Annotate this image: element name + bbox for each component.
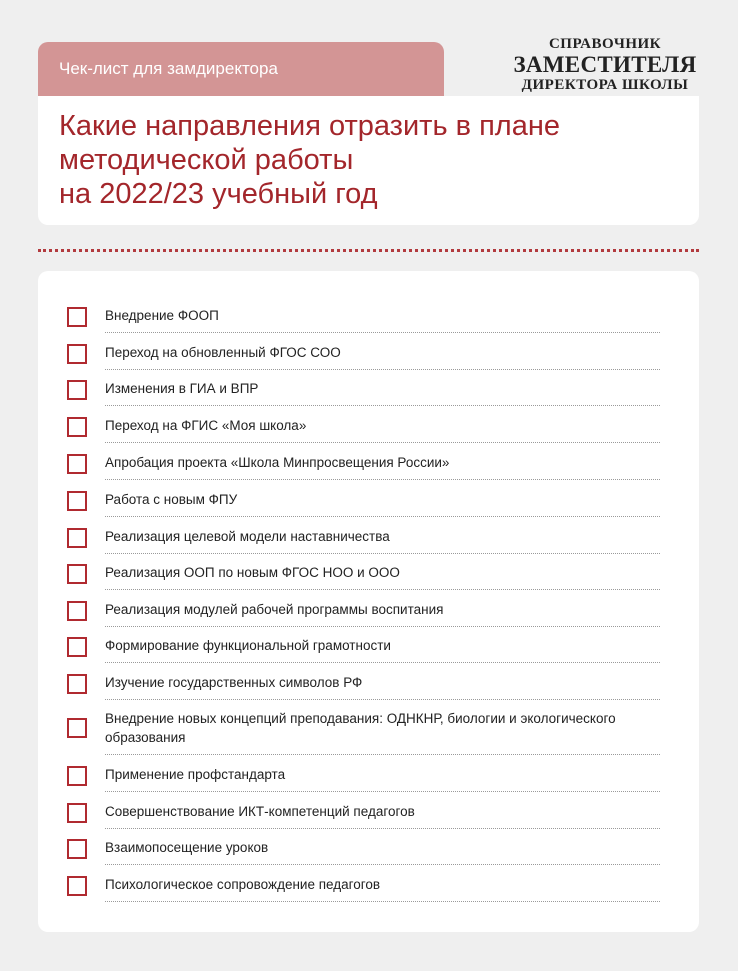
category-tag — [38, 42, 444, 96]
checkbox[interactable] — [67, 601, 87, 621]
checklist-card — [38, 271, 699, 932]
logo-line-3: ДИРЕКТОРА ШКОЛЫ — [521, 77, 689, 93]
checklist-item-label: Переход на ФГИС «Моя школа» — [105, 418, 307, 433]
checkbox[interactable] — [67, 307, 87, 327]
item-divider — [105, 864, 660, 865]
checkbox[interactable] — [67, 674, 87, 694]
item-divider — [105, 442, 660, 443]
checkbox[interactable] — [67, 637, 87, 657]
item-divider — [105, 754, 660, 755]
title-line-2: методической работы — [59, 144, 354, 176]
item-divider — [105, 626, 660, 627]
checkbox[interactable] — [67, 528, 87, 548]
checklist-item-label: Взаимопосещение уроков — [105, 840, 269, 855]
checkbox[interactable] — [67, 876, 87, 896]
checklist-item-label: Переход на обновленный ФГОС СОО — [105, 345, 341, 360]
item-divider — [105, 405, 660, 406]
item-divider — [105, 516, 660, 517]
checkbox[interactable] — [67, 839, 87, 859]
checkbox[interactable] — [67, 344, 87, 364]
item-divider — [105, 791, 660, 792]
checklist-item-label: Реализация целевой модели наставничества — [105, 529, 390, 544]
category-tag-label: Чек-лист для замдиректора — [59, 59, 278, 78]
checkbox[interactable] — [67, 803, 87, 823]
checkbox[interactable] — [67, 766, 87, 786]
checkbox[interactable] — [67, 491, 87, 511]
checklist-item-label: Апробация проекта «Школа Минпросвещения России» — [105, 455, 450, 470]
item-divider — [105, 828, 660, 829]
checklist-item-label: Изменения в ГИА и ВПР — [105, 381, 259, 396]
checkbox[interactable] — [67, 380, 87, 400]
checklist-item-label: Внедрение новых концепций преподавания: ОДНКНР, биологии и экологического образования — [105, 711, 616, 745]
item-divider — [105, 553, 660, 554]
item-divider — [105, 589, 660, 590]
logo-line-1: СПРАВОЧНИК — [548, 36, 662, 52]
item-divider — [105, 479, 660, 480]
checklist-item-label: Работа с новым ФПУ — [105, 492, 238, 507]
dotted-divider — [38, 249, 699, 252]
checklist-item-label: Совершенствование ИКТ-компетенций педагогов — [105, 804, 415, 819]
checklist-item-label: Внедрение ФООП — [105, 308, 219, 323]
checklist-item-label: Изучение государственных символов РФ — [105, 675, 363, 690]
item-divider — [105, 699, 660, 700]
checklist-item-label: Психологическое сопровождение педагогов — [105, 877, 381, 892]
page-title — [59, 109, 679, 211]
item-divider — [105, 332, 660, 333]
checkbox[interactable] — [67, 718, 87, 738]
title-line-3: на 2022/23 учебный год — [59, 178, 378, 210]
checkbox[interactable] — [67, 417, 87, 437]
checklist-item-label: Реализация ООП по новым ФГОС НОО и ООО — [105, 565, 400, 580]
title-card — [38, 96, 699, 225]
checkbox[interactable] — [67, 454, 87, 474]
logo-line-2: ЗАМЕСТИТЕЛЯ — [513, 52, 697, 77]
publication-logo — [490, 36, 720, 94]
checkbox[interactable] — [67, 564, 87, 584]
checklist-item-label: Применение профстандарта — [105, 767, 286, 782]
title-line-1: Какие направления отразить в плане — [59, 110, 560, 142]
checklist-item-label: Формирование функциональной грамотности — [105, 638, 391, 653]
item-divider — [105, 901, 660, 902]
item-divider — [105, 662, 660, 663]
checklist-item-label: Реализация модулей рабочей программы воспитания — [105, 602, 444, 617]
item-divider — [105, 369, 660, 370]
